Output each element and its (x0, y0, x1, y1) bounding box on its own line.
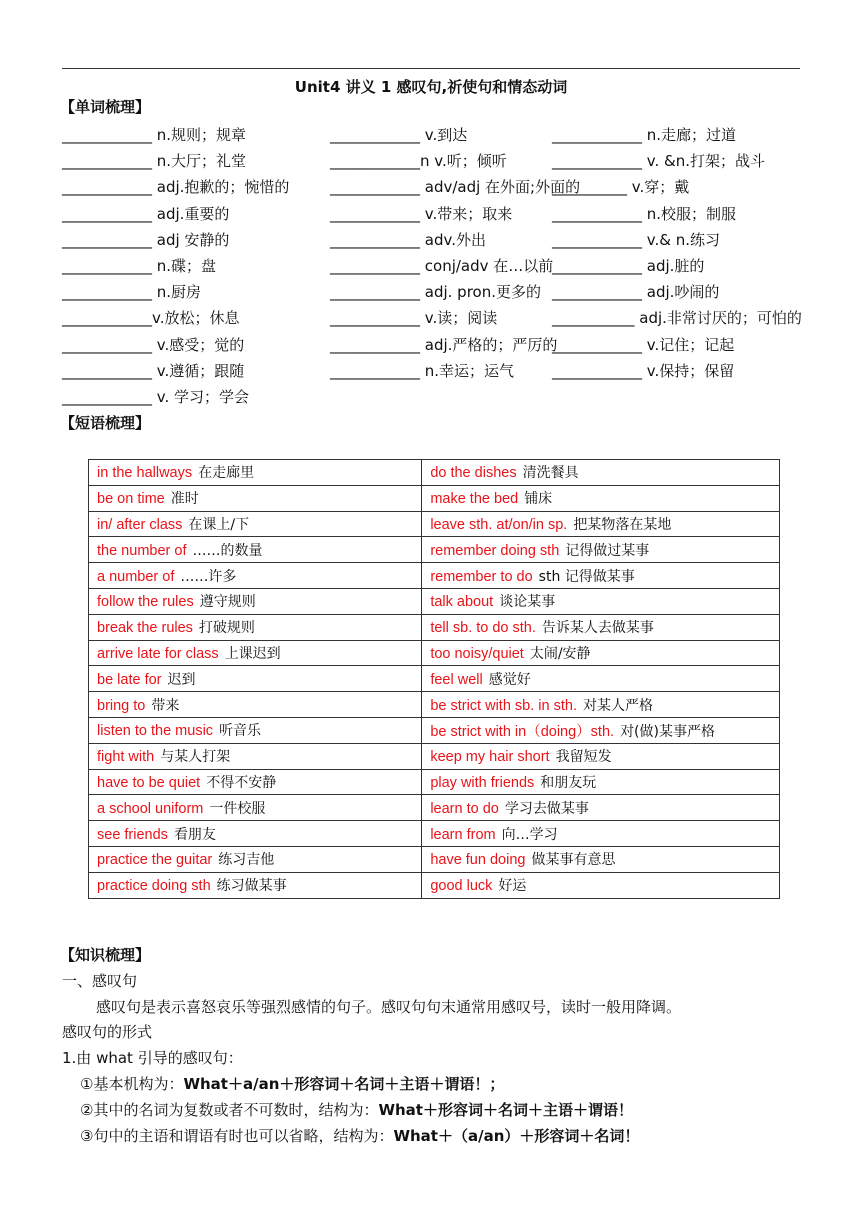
phrase-english: a school uniform (97, 800, 204, 817)
table-row (89, 537, 780, 563)
phrase-cell (422, 743, 780, 769)
phrase-section-heading: 【短语梳理】 (60, 414, 151, 432)
phrase-cell (422, 640, 780, 666)
phrase-english: be strict with sb. in sth. (430, 697, 577, 714)
table-row (89, 460, 780, 486)
phrase-cell (422, 821, 780, 847)
phrase-chinese: 在课上/下 (188, 516, 250, 533)
page-title: Unit4 讲义 1 感叹句,祈使句和情态动词 (294, 78, 568, 96)
phrase-english: play with friends (430, 774, 535, 791)
phrase-chinese: 感觉好 (488, 671, 531, 688)
vocab-entry: ____________v.放松；休息 (62, 309, 240, 328)
phrase-cell (89, 821, 422, 847)
vocab-entry: ____________ n.大厅；礼堂 (62, 152, 247, 171)
phrase-cell (89, 666, 422, 692)
phrase-chinese: sth 记得做某事 (538, 568, 635, 585)
phrase-chinese: 好运 (498, 878, 527, 895)
phrase-english: too noisy/quiet (430, 645, 524, 662)
phrase-chinese: 我留短发 (555, 749, 612, 766)
phrase-cell (89, 511, 422, 537)
phrase-cell (422, 588, 780, 614)
exclamation-forms-label: 感叹句的形式 (62, 1023, 153, 1041)
exclamation-intro: 感叹句是表示喜怒哀乐等强烈感情的句子。感叹句句末通常用感叹号，读时一般用降调。 (96, 998, 682, 1016)
phrase-chinese: 在走廊里 (198, 465, 255, 482)
phrase-cell (422, 666, 780, 692)
table-row (89, 692, 780, 718)
vocab-entry: ____________ n.规则；规章 (62, 126, 247, 144)
phrase-cell (422, 563, 780, 589)
phrase-chinese: 对(做)某事严格 (620, 723, 715, 740)
phrase-chinese: 铺床 (524, 491, 553, 508)
vocab-entry: ____________ v. 学习；学会 (62, 388, 250, 406)
vocab-entry: ____________ v.读；阅读 (330, 309, 498, 328)
phrase-cell (89, 537, 422, 563)
phrase-cell (89, 588, 422, 614)
phrase-chinese: 谈论某事 (499, 594, 556, 611)
phrase-cell (89, 872, 422, 898)
table-row (89, 640, 780, 666)
phrase-english: talk about (430, 594, 494, 611)
phrase-english: remember doing sth (430, 542, 560, 559)
table-row (89, 846, 780, 872)
phrase-chinese: 一件校服 (209, 800, 266, 817)
structure-rule-3 (80, 1125, 639, 1146)
phrase-english: in/ after class (97, 516, 183, 533)
phrase-cell (89, 846, 422, 872)
phrase-chinese: 练习做某事 (216, 878, 287, 895)
vocab-entry: ____________ adj 安静的 (62, 230, 230, 249)
phrase-cell (422, 717, 780, 743)
vocab-entry: __________ v.穿；戴 (552, 178, 690, 197)
vocab-entry: ____________ adv/adj 在外面;外面的 (330, 178, 581, 197)
phrase-cell (89, 795, 422, 821)
phrase-cell (422, 795, 780, 821)
structure-rule-1 (80, 1073, 504, 1094)
phrase-cell (422, 872, 780, 898)
phrase-english: see friends (97, 826, 168, 843)
phrase-chinese: 打破规则 (198, 620, 255, 637)
table-row (89, 795, 780, 821)
table-row (89, 717, 780, 743)
vocab-entry: ____________ adj.重要的 (62, 204, 230, 223)
phrase-cell (422, 769, 780, 795)
vocab-entry: ____________ v.带来；取来 (330, 204, 513, 223)
phrase-cell (422, 537, 780, 563)
structure-rule-3-formula: What＋（a/an）＋形容词＋名词！ (393, 1127, 640, 1145)
phrase-chinese: 带来 (151, 697, 180, 714)
structure-rule-1-formula: What＋a/an＋形容词＋名词＋主语＋谓语！； (183, 1075, 505, 1093)
phrase-chinese: 准时 (170, 491, 199, 508)
vocab-entry: ____________ v.感受；觉的 (62, 335, 245, 354)
phrase-cell (422, 846, 780, 872)
phrase-english: a number of (97, 568, 175, 585)
exclamation-heading: 一、感叹句 (62, 972, 138, 990)
phrase-chinese: 告诉某人去做某事 (541, 620, 654, 637)
vocab-entry: ____________ conj/adv 在…以前 (330, 257, 554, 275)
phrase-cell (422, 460, 780, 486)
phrase-cell (422, 692, 780, 718)
phrase-english: break the rules (97, 620, 193, 637)
phrase-english: make the bed (430, 491, 519, 508)
phrase-english: be strict with in（doing）sth. (430, 723, 615, 740)
vocab-entry: ____________ adj.吵闹的 (552, 283, 720, 302)
phrase-chinese: 和朋友玩 (540, 774, 597, 791)
phrase-cell (89, 563, 422, 589)
phrase-english: have to be quiet (97, 774, 201, 791)
table-row (89, 872, 780, 898)
table-row (89, 588, 780, 614)
phrase-english: have fun doing (430, 852, 526, 869)
vocab-entry: ____________n v.听；倾听 (330, 152, 507, 171)
phrase-cell (422, 485, 780, 511)
structure-rule-2-text: ②其中的名词为复数或者不可数时，结构为： (80, 1101, 379, 1119)
phrase-chinese: 迟到 (167, 671, 196, 688)
phrase-chinese: 记得做过某事 (565, 542, 650, 559)
phrase-english: keep my hair short (430, 749, 550, 766)
what-item-heading: 1.由 what 引导的感叹句： (62, 1049, 243, 1067)
phrase-cell (89, 640, 422, 666)
phrase-table (88, 459, 780, 899)
phrase-cell (89, 614, 422, 640)
vocab-entry: ____________ v.遵循；跟随 (62, 361, 245, 380)
phrase-cell (89, 717, 422, 743)
phrase-english: leave sth. at/on/in sp. (430, 516, 568, 533)
phrase-english: tell sb. to do sth. (430, 620, 536, 637)
vocab-entry: ____________ adj.严格的；严厉的 (330, 335, 558, 354)
phrase-cell (89, 485, 422, 511)
phrase-chinese: 练习吉他 (218, 852, 275, 869)
phrase-english: in the hallways (97, 465, 193, 482)
phrase-chinese: 做某事有意思 (531, 852, 616, 869)
phrase-english: follow the rules (97, 594, 194, 611)
vocab-entry: ____________ n.校服；制服 (552, 204, 737, 223)
phrase-chinese: 清洗餐具 (522, 465, 579, 482)
vocab-entry: ____________ v.& n.练习 (552, 230, 720, 249)
table-row (89, 743, 780, 769)
phrase-cell (422, 614, 780, 640)
table-row (89, 666, 780, 692)
phrase-english: do the dishes (430, 465, 517, 482)
phrase-chinese: 听音乐 (219, 723, 262, 740)
phrase-english: good luck (430, 878, 493, 895)
phrase-cell (89, 460, 422, 486)
phrase-chinese: ……许多 (180, 568, 237, 585)
table-row (89, 511, 780, 537)
vocab-entry: ___________ adj.非常讨厌的；可怕的 (552, 309, 802, 328)
vocab-entry: ____________ adv.外出 (330, 230, 486, 249)
phrase-english: be late for (97, 671, 162, 688)
vocab-entry: ____________ adj.抱歉的；惋惜的 (62, 178, 290, 197)
structure-rule-2-formula: What＋形容词＋名词＋主语＋谓语！ (378, 1101, 633, 1119)
phrase-chinese: 向…学习 (501, 826, 558, 843)
phrase-chinese: ……的数量 (192, 542, 263, 559)
phrase-cell (89, 769, 422, 795)
vocab-entry: ____________ adj. pron.更多的 (330, 283, 541, 302)
header-rule (62, 68, 800, 69)
phrase-cell (422, 511, 780, 537)
phrase-english: practice doing sth (97, 878, 211, 895)
phrase-english: fight with (97, 749, 155, 766)
vocab-entry: ____________ v.记住；记起 (552, 335, 735, 354)
phrase-chinese: 看朋友 (173, 826, 216, 843)
phrase-chinese: 遵守规则 (199, 594, 256, 611)
phrase-chinese: 对某人严格 (582, 697, 653, 714)
table-row (89, 769, 780, 795)
table-row (89, 485, 780, 511)
phrase-english: the number of (97, 542, 187, 559)
phrase-chinese: 与某人打架 (160, 749, 231, 766)
structure-rule-2 (80, 1099, 633, 1120)
table-row (89, 563, 780, 589)
phrase-english: listen to the music (97, 723, 214, 740)
vocab-entry: ____________ n.幸运；运气 (330, 361, 515, 380)
vocab-entry: ____________ n.碟；盘 (62, 257, 217, 275)
phrase-cell (89, 692, 422, 718)
table-row (89, 614, 780, 640)
phrase-english: practice the guitar (97, 852, 213, 869)
structure-rule-3-text: ③句中的主语和谓语有时也可以省略，结构为： (80, 1127, 394, 1145)
phrase-chinese: 学习去做某事 (504, 800, 589, 817)
phrase-english: learn from (430, 826, 496, 843)
phrase-chinese: 太闹/安静 (529, 645, 591, 662)
vocab-entry: ____________ adj.脏的 (552, 257, 705, 275)
knowledge-section-heading: 【知识梳理】 (60, 946, 151, 964)
phrase-english: learn to do (430, 800, 499, 817)
phrase-chinese: 把某物落在某地 (573, 516, 672, 533)
phrase-english: bring to (97, 697, 146, 714)
phrase-english: remember to do (430, 568, 533, 585)
phrase-chinese: 不得不安静 (206, 774, 277, 791)
phrase-english: feel well (430, 671, 483, 688)
table-row (89, 821, 780, 847)
vocab-section-heading: 【单词梳理】 (60, 98, 151, 116)
vocab-entry: ____________ v. &n.打架；战斗 (552, 152, 765, 171)
phrase-english: arrive late for class (97, 645, 219, 662)
vocab-entry: ____________ v.保持；保留 (552, 361, 735, 380)
vocab-entry: ____________ n.厨房 (62, 283, 202, 302)
structure-rule-1-text: ①基本机构为： (80, 1075, 184, 1093)
phrase-cell (89, 743, 422, 769)
vocab-entry: ____________ n.走廊；过道 (552, 126, 737, 144)
phrase-english: be on time (97, 491, 165, 508)
vocab-entry: ____________ v.到达 (330, 126, 468, 144)
phrase-chinese: 上课迟到 (224, 645, 281, 662)
